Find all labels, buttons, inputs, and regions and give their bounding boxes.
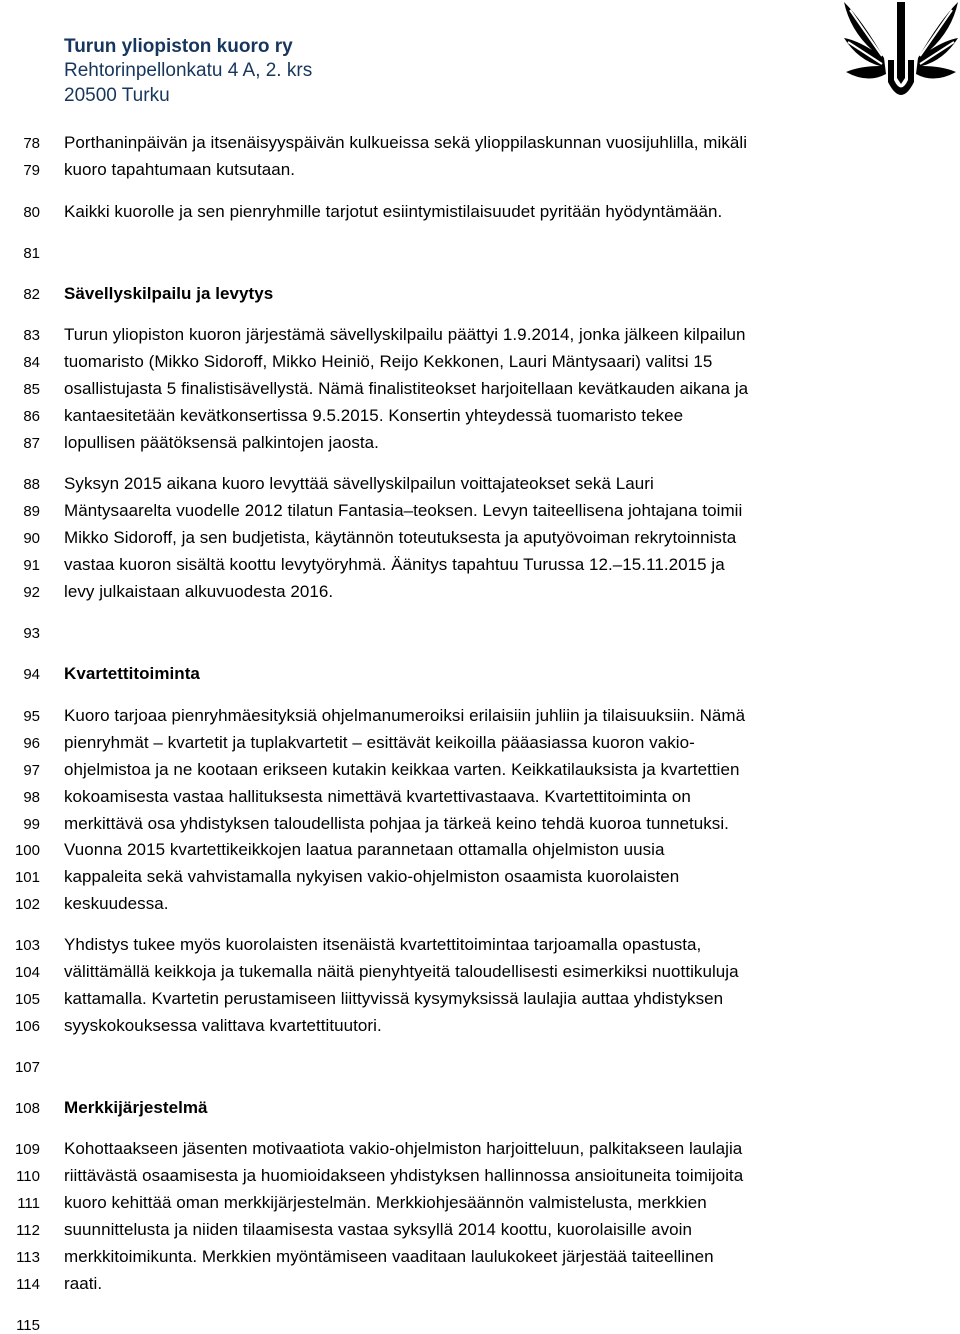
line-number: 103 — [14, 937, 40, 954]
line-number: 111 — [17, 1195, 40, 1212]
text-line: raati. — [64, 1274, 103, 1293]
line-number: 85 — [23, 381, 40, 398]
line-number: 102 — [14, 896, 40, 913]
line-number: 81 — [23, 245, 40, 262]
line-number: 113 — [16, 1249, 40, 1266]
text-line: merkkitoimikunta. Merkkien myöntämiseen vaaditaan laulukokeet järjestää taiteellinen — [64, 1247, 714, 1266]
text-line: syyskokouksessa valittava kvartettituutori. — [64, 1016, 382, 1035]
address-street: Rehtorinpellonkatu 4 A, 2. krs — [64, 60, 313, 81]
line-number: 80 — [23, 204, 40, 221]
text-line: Mäntysaarelta vuodelle 2012 tilatun Fantasia–teoksen. Levyn taiteellisena johtajana toimii — [64, 501, 743, 520]
line-number: 92 — [23, 584, 40, 601]
line-number: 109 — [14, 1141, 40, 1158]
text-line: kantaesitetään kevätkonsertissa 9.5.2015. Konsertin yhteydessä tuomaristo tekee — [64, 406, 684, 425]
line-number: 87 — [23, 435, 40, 452]
line-number: 101 — [14, 869, 40, 886]
text-line: Vuonna 2015 kvartettikeikkojen laatua parannetaan ottamalla ohjelmiston uusia — [64, 840, 665, 859]
line-number: 115 — [16, 1317, 40, 1334]
text-line: merkittävä osa yhdistyksen taloudellista pohjaa ja tärkeä keino tehdä kuoroa tunnetuksi. — [64, 814, 729, 833]
text-line: ohjelmistoa ja ne kootaan erikseen kutakin keikkaa varten. Keikkatilauksista ja kvartettien — [64, 760, 740, 779]
line-number: 105 — [14, 991, 40, 1008]
text-line: pienryhmät – kvartetit ja tuplakvartetit – esittävät keikoilla pääasiassa kuoron vakio- — [64, 733, 695, 752]
line-number: 83 — [23, 327, 40, 344]
text-line: lopullisen päätöksensä palkintojen jaosta. — [64, 433, 379, 452]
text-line: kappaleita sekä vahvistamalla nykyisen vakio-ohjelmiston osaamista kuorolaisten — [64, 867, 680, 886]
text-line: kuoro tapahtumaan kutsutaan. — [64, 160, 296, 179]
line-number: 84 — [23, 354, 40, 371]
text-line: Mikko Sidoroff, ja sen budjetista, käytännön toteutuksesta ja aputyövoiman rekrytoinnista — [64, 528, 737, 547]
line-number: 97 — [23, 762, 40, 779]
text-line: Syksyn 2015 aikana kuoro levyttää sävellyskilpailun voittajateokset sekä Lauri — [64, 474, 654, 493]
text-line: Porthaninpäivän ja itsenäisyyspäivän kulkueissa sekä ylioppilaskunnan vuosijuhlilla, mikäli — [64, 133, 748, 152]
text-line: Kaikki kuorolle ja sen pienryhmille tarjotut esiintymistilaisuudet pyritään hyödyntämään. — [64, 202, 723, 221]
line-number: 88 — [23, 476, 40, 493]
text-line: tuomaristo (Mikko Sidoroff, Mikko Heiniö, Reijo Kekkonen, Lauri Mäntysaari) valitsi 15 — [64, 352, 713, 371]
text-line: välittämällä keikkoja ja tukemalla näitä pienyhtyeitä taloudellisesti esimerkiksi nuottikuluja — [64, 962, 739, 981]
line-number: 82 — [23, 286, 40, 303]
text-line: suunnittelusta ja niiden tilaamisesta vastaa syksyllä 2014 koottu, kuorolaisille avoin — [64, 1220, 692, 1239]
choir-wing-emblem-icon — [842, 0, 960, 115]
line-number: 104 — [14, 964, 40, 981]
text-line: riittävästä osaamisesta ja huomioidakseen yhdistyksen hallinnossa ansioituneita toimijoita — [64, 1166, 744, 1185]
line-number: 107 — [14, 1059, 40, 1076]
line-number: 89 — [23, 503, 40, 520]
line-number: 114 — [16, 1276, 40, 1293]
text-line: Kuoro tarjoaa pienryhmäesityksiä ohjelmanumeroiksi erilaisiin juhliin ja tilaisuuksiin. Nämä — [64, 706, 746, 725]
text-line: kattamalla. Kvartetin perustamiseen liittyvissä kysymyksissä laulajia auttaa yhdistyksen — [64, 989, 724, 1008]
line-number: 79 — [23, 162, 40, 179]
section-heading-merkkijarjestelma: Merkkijärjestelmä — [64, 1098, 208, 1117]
line-number: 100 — [14, 842, 40, 859]
address-postal: 20500 Turku — [64, 85, 170, 106]
line-number: 86 — [23, 408, 40, 425]
line-number: 78 — [23, 135, 40, 152]
line-number: 90 — [23, 530, 40, 547]
line-number: 96 — [23, 735, 40, 752]
line-number: 110 — [16, 1168, 40, 1185]
text-line: osallistujasta 5 finalistisävellystä. Nämä finalistiteokset harjoitellaan kevätkauden aikana ja — [64, 379, 749, 398]
line-number: 91 — [23, 557, 40, 574]
text-line: Kohottaakseen jäsenten motivaatiota vakio-ohjelmiston harjoitteluun, palkitakseen laulajia — [64, 1139, 743, 1158]
letterhead — [64, 36, 312, 108]
line-number: 108 — [14, 1100, 40, 1117]
line-number: 93 — [23, 625, 40, 642]
text-line: levy julkaistaan alkuvuodesta 2016. — [64, 582, 334, 601]
text-line: Turun yliopiston kuoron järjestämä sävellyskilpailu päättyi 1.9.2014, jonka jälkeen kilpailun — [64, 325, 746, 344]
text-line: vastaa kuoron sisältä koottu levytyöryhmä. Äänitys tapahtuu Turussa 12.–15.11.2015 ja — [64, 555, 725, 574]
text-line: Yhdistys tukee myös kuorolaisten itsenäistä kvartettitoimintaa tarjoamalla opastusta, — [64, 935, 702, 954]
section-heading-kvartettitoiminta: Kvartettitoiminta — [64, 664, 200, 683]
line-number: 94 — [23, 666, 40, 683]
line-number: 98 — [23, 789, 40, 806]
line-number: 112 — [16, 1222, 40, 1239]
text-line: keskuudessa. — [64, 894, 169, 913]
line-number: 99 — [23, 816, 40, 833]
text-line: kuoro kehittää oman merkkijärjestelmän. Merkkiohjesäännön valmistelusta, merkkien — [64, 1193, 707, 1212]
section-heading-savellyskilpailu: Sävellyskilpailu ja levytys — [64, 284, 274, 303]
line-number: 95 — [23, 708, 40, 725]
line-number: 106 — [14, 1018, 40, 1035]
text-line: kokoamisesta vastaa hallituksesta nimettävä kvartettivastaava. Kvartettitoiminta on — [64, 787, 691, 806]
org-name: Turun yliopiston kuoro ry — [64, 36, 293, 57]
